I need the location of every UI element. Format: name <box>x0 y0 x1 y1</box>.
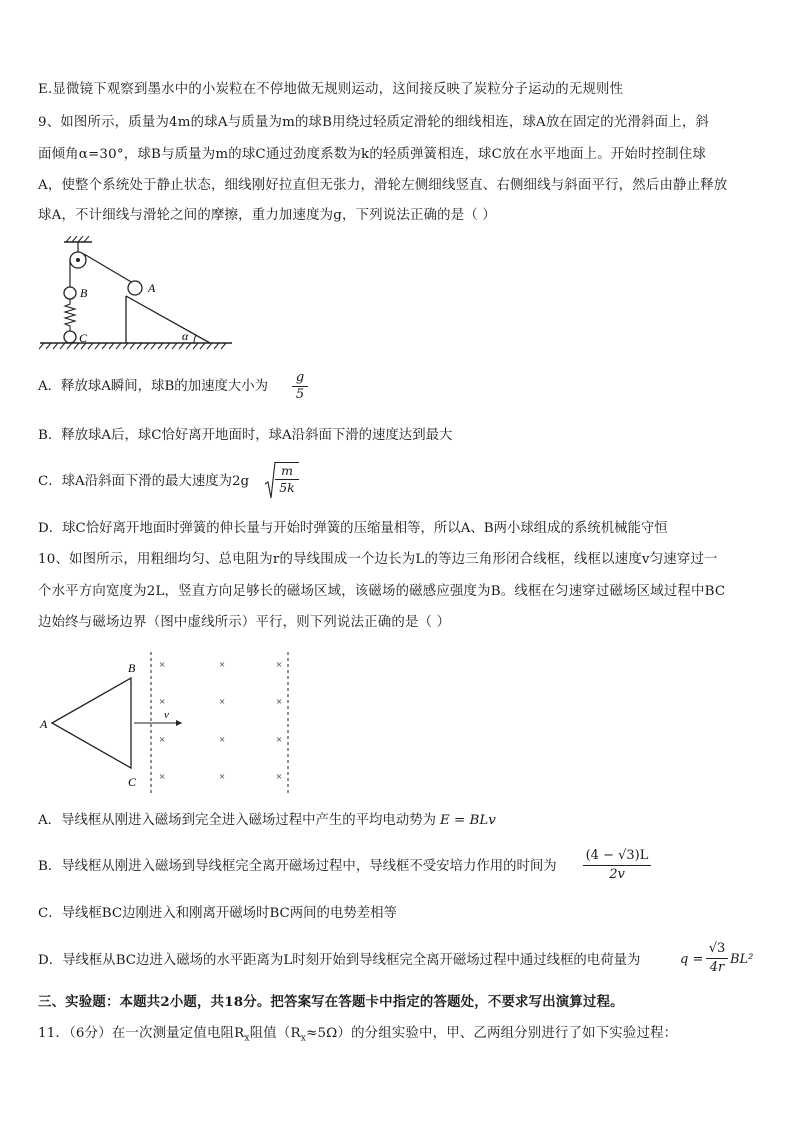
q10-option-a <box>38 811 496 831</box>
vertex-b-label: B <box>128 661 136 675</box>
q10-figure <box>38 650 308 800</box>
q9-option-d: D．球C恰好离开地面时弹簧的伸长量与开始时弹簧的压缩量相等，所以A、B两小球组成的系统机械能守恒 <box>38 521 668 536</box>
ball-a <box>128 281 142 295</box>
q9-stem-line1: 9、如图所示，质量为4m的球A与质量为m的球B用绕过轻质定滑轮的细线相连，球A放在固定的光滑斜面上，斜 <box>38 115 709 130</box>
q10-option-b: B．导线框从刚进入磁场到导线框完全离开磁场过程中，导线框不受安培力作用的时间为 <box>38 859 557 874</box>
q10b-numerator: (4 − √3)L <box>585 848 649 863</box>
field-mark: × <box>159 659 166 671</box>
field-mark: × <box>159 734 166 746</box>
q9a-denominator: 5 <box>292 386 308 403</box>
field-mark: × <box>219 659 226 671</box>
q9-option-a-text: A．释放球A瞬间，球B的加速度大小为 <box>38 379 269 394</box>
q9-figure <box>38 236 258 361</box>
q9a-numerator: g <box>295 370 305 385</box>
q10d-prefix: q = <box>680 952 704 967</box>
q9-stem-line4: 球A，不计细线与滑轮之间的摩擦，重力加速度为g，下列说法正确的是（ ） <box>38 208 496 223</box>
q11-subscript: x <box>244 1033 250 1044</box>
q10-stem-line2: 个水平方向宽度为2L，竖直方向足够长的磁场区域，该磁场的磁感应强度为B。线框在匀速穿过磁场区域过程中BC <box>38 584 726 599</box>
q9-option-b: B．释放球A后，球C恰好离开地面时，球A沿斜面下滑的速度达到最大 <box>38 428 453 443</box>
q10-option-d: D．导线框从BC边进入磁场的水平距离为L时刻开始到导线框完全离开磁场过程中通过线框的电荷量为 <box>38 953 641 968</box>
q10-stem-line3: 边始终与磁场边界（图中虚线所示）平行，则下列说法正确的是（ ） <box>38 615 451 630</box>
q11-text-tail: 阻值（R <box>249 1026 301 1041</box>
q10d-suffix: BL² <box>730 952 754 967</box>
section-3-heading: 三、实验题：本题共2小题，共18分。把答案写在答题卡中指定的答题处，不要求写出演算过程。 <box>38 994 624 1010</box>
field-mark: × <box>276 734 283 746</box>
q9-option-a <box>38 377 268 397</box>
q9-stem-line3: A，使整个系统处于静止状态，细线刚好拉直但无张力，滑轮左侧细线竖直、右侧细线与斜面平行，然后由静止释放 <box>38 178 728 193</box>
option-e-text: E.显微镜下观察到墨水中的小炭粒在不停地做无规则运动，这间接反映了炭粒分子运动的无规则性 <box>38 82 624 97</box>
field-mark: × <box>276 659 283 671</box>
ball-c <box>64 331 76 343</box>
label-b: B <box>80 286 88 300</box>
label-alpha: α <box>182 329 189 343</box>
q11-stem <box>38 1024 758 1049</box>
q10b-denominator: 2v <box>583 865 651 884</box>
q9-option-c-text: C．球A沿斜面下滑的最大速度为2g <box>38 474 250 489</box>
field-mark: × <box>219 696 226 708</box>
q9a-fraction <box>292 370 308 403</box>
q10d-denominator: 4r <box>706 958 728 977</box>
q10b-fraction <box>583 847 651 884</box>
q11-subscript-2: x <box>300 1033 307 1044</box>
field-mark: × <box>159 696 166 708</box>
q10-option-c: C．导线框BC边刚进入和刚离开磁场时BC两间的电势差相等 <box>38 906 397 921</box>
q9c-numerator: m <box>281 463 293 478</box>
velocity-arrow <box>134 720 182 726</box>
q10-option-a-text: A．导线框从刚进入磁场到完全进入磁场过程中产生的平均电动势为 <box>38 813 436 828</box>
triangle-frame <box>52 678 131 768</box>
field-mark: × <box>276 771 283 783</box>
ball-b <box>64 287 76 299</box>
q9c-denominator: 5k <box>275 479 299 496</box>
spring <box>65 299 75 331</box>
q10-stem-line1: 10、如图所示，用粗细均匀、总电阻为r的导线围成一个边长为L的等边三角形闭合线框，线框以速度v匀速穿过一 <box>38 552 718 567</box>
field-mark: × <box>219 771 226 783</box>
q10-option-a-formula: E = BLv <box>440 813 496 828</box>
q9-option-c <box>38 472 249 492</box>
field-mark: × <box>276 696 283 708</box>
vertex-a-label: A <box>40 717 48 731</box>
q11-text: 11．（6分）在一次测量定值电阻R <box>38 1026 245 1041</box>
q11-text-approx: ≈5Ω）的分组实验中，甲、乙两组分别进行了如下实验过程： <box>306 1026 678 1041</box>
velocity-label: v <box>164 709 169 721</box>
vertex-c-label: C <box>128 775 137 789</box>
q9-stem-line2: 面倾角α=30°，球B与质量为m的球C通过劲度系数为k的轻质弹簧相连，球C放在水平地面上。开始时控制住球 <box>38 147 706 162</box>
field-mark: × <box>219 734 226 746</box>
label-a: A <box>148 281 156 295</box>
q10d-numerator: √3 <box>708 941 726 956</box>
label-c: C <box>79 331 88 345</box>
field-mark: × <box>159 771 166 783</box>
